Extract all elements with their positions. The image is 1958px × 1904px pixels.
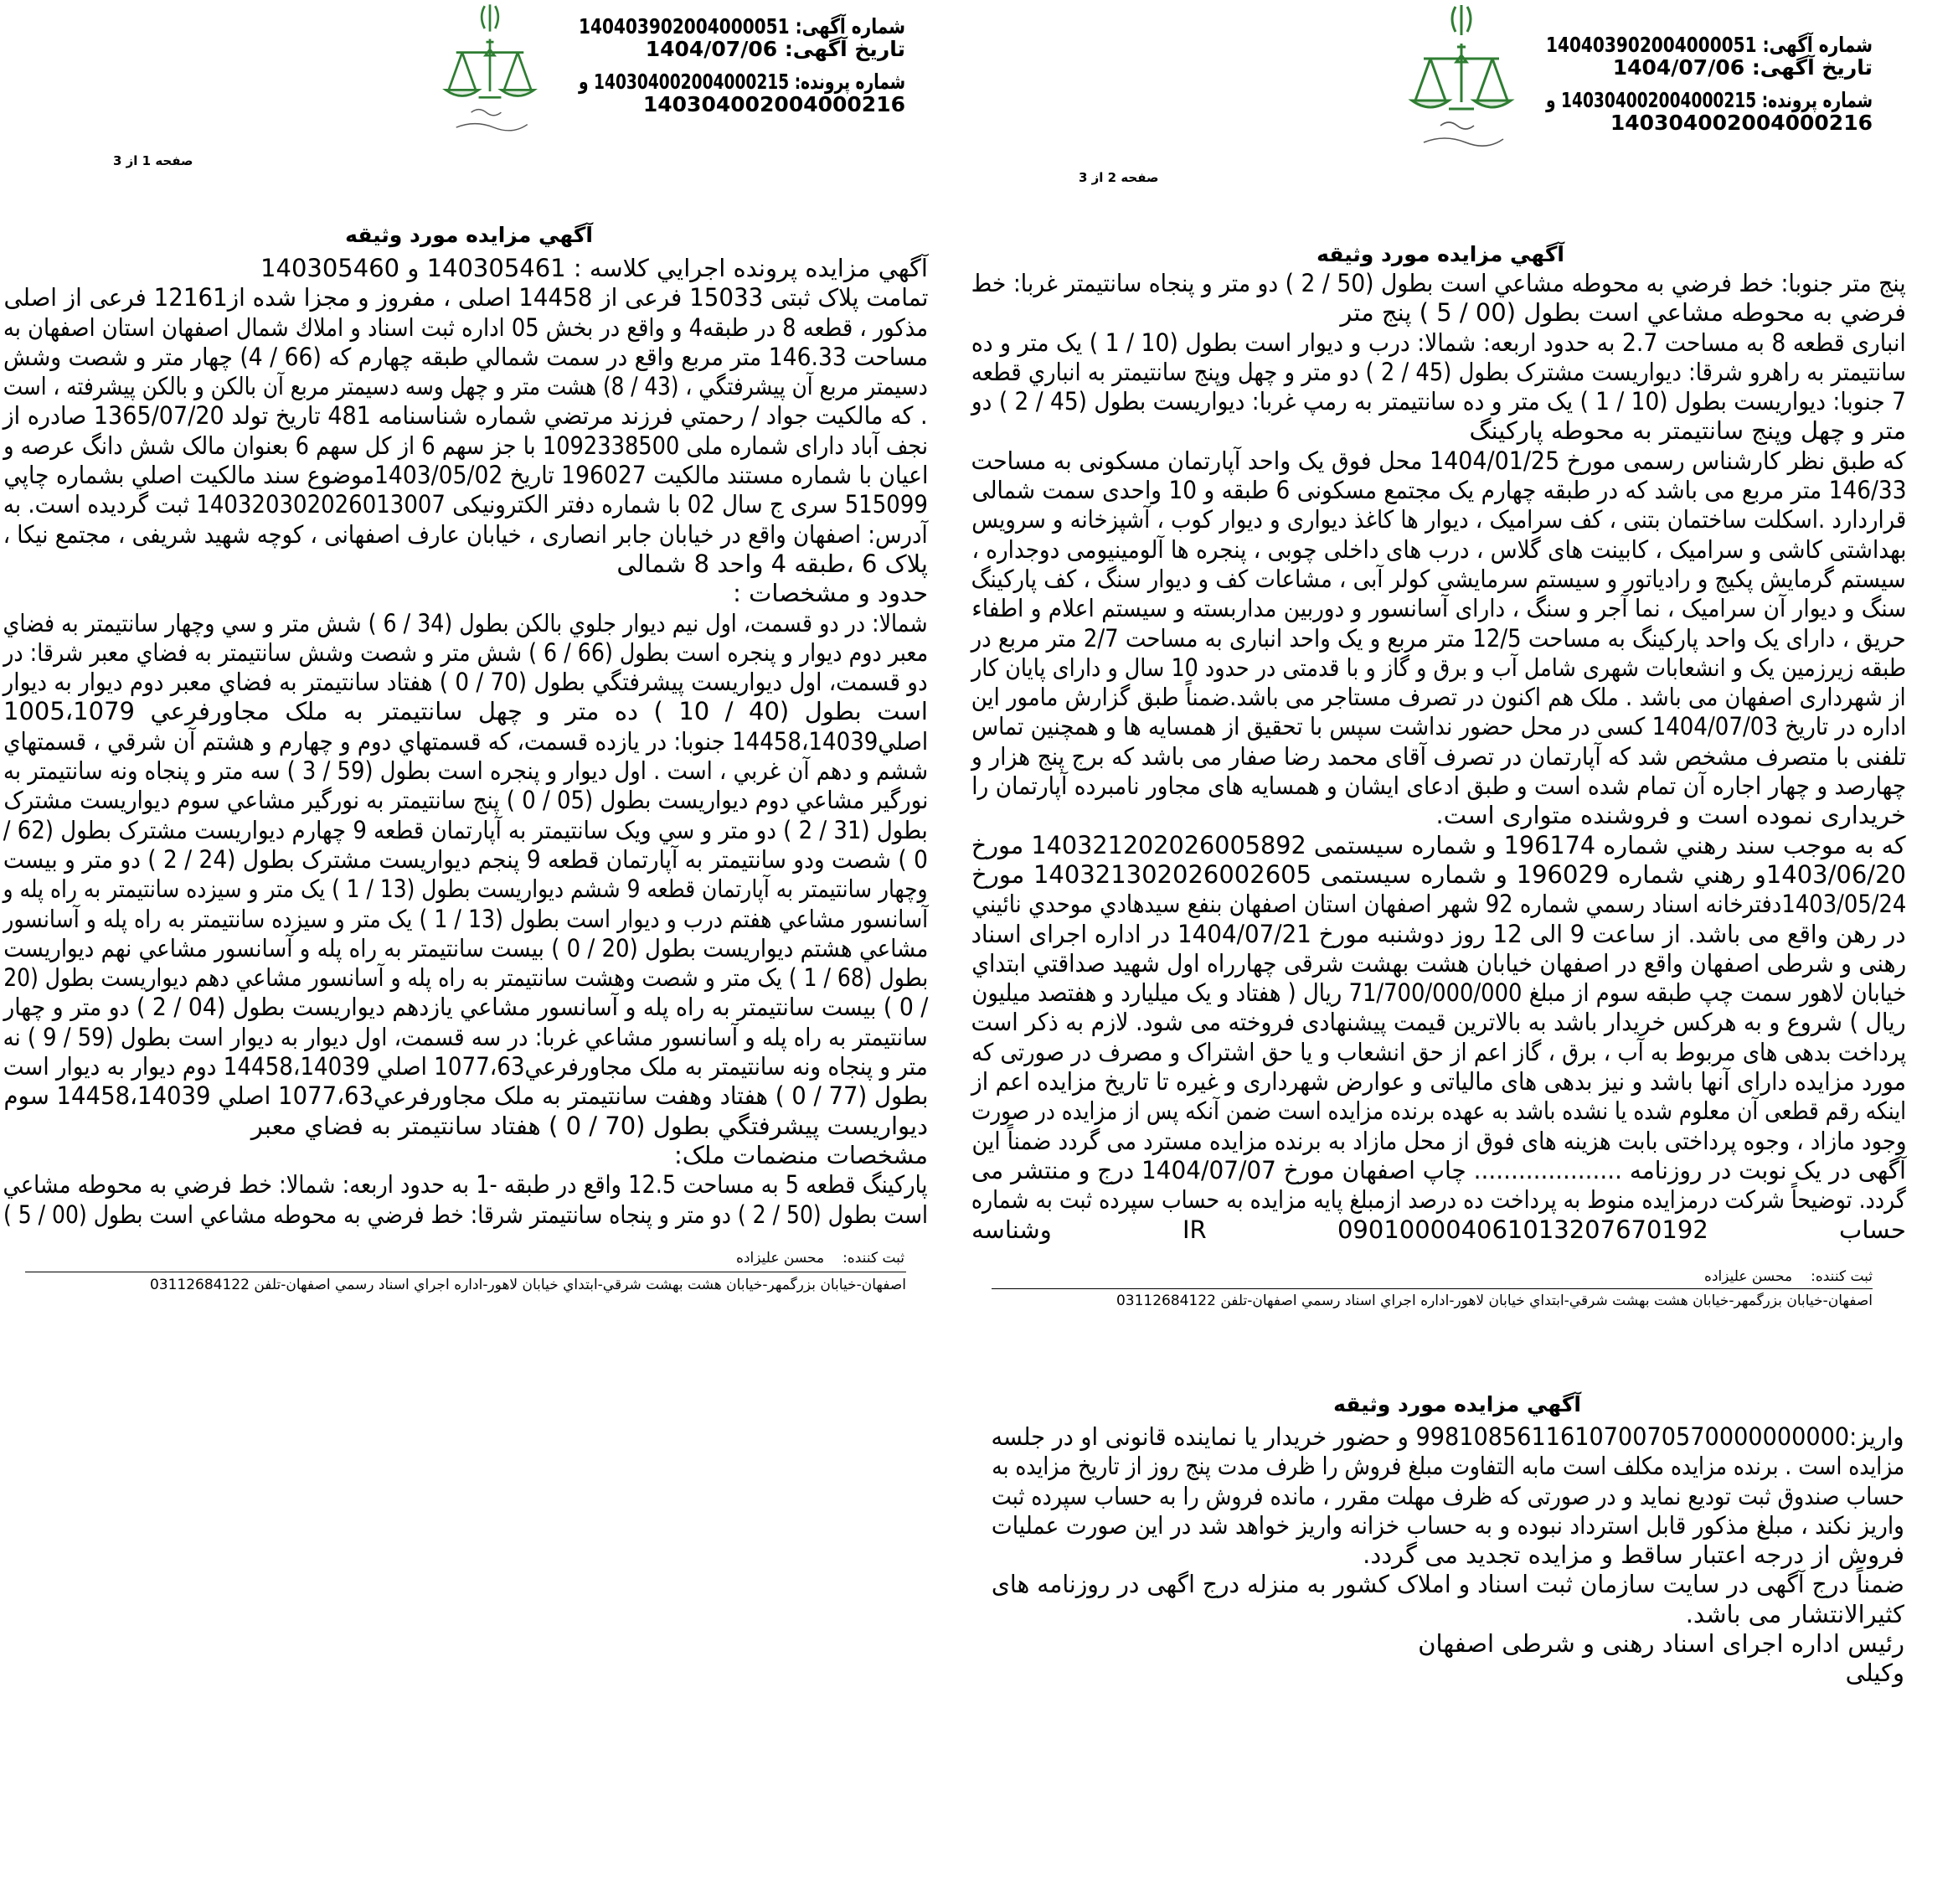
text-line: مساحت 146.33 متر مربع واقع در سمت شمالي طبقه چهارم كه (66 / 4) چهار متر و شصت وشش bbox=[3, 342, 928, 371]
text-line: مشاعي هشتم ديواريست بطول (20 / 0 ) بيست سانتيمتر به راه پله و آسانسور مشاعي نهم ديواريست bbox=[3, 933, 928, 962]
page-title: آگهي مزايده مورد وثيقه bbox=[1333, 1392, 1581, 1416]
left-notice-header bbox=[570, 15, 905, 116]
text-line: بطول (68 / 1 ) يک متر و شصت وهشت سانتيمتر به راه پله و آسانسور مشاعي دهم ديواريست بطول (20 bbox=[3, 963, 928, 993]
text-line: چهارصد و چهار اجاره آن تمام شده است و طبق ادعای ایشان و همسایه های مجاور نامبرده آپارتمان را bbox=[971, 771, 1906, 801]
paragraph bbox=[992, 1570, 1904, 1629]
paragraph bbox=[3, 1170, 928, 1230]
text-line: اعيان با شماره مستند مالکيت 196027 تاريخ 1403/05/02موضوع سند مالکيت اصلي بشماره چاپي bbox=[3, 461, 928, 490]
text-line: / 0 ) بيست سانتيمتر به راه پله و آسانسور مشاعي يازدهم ديواريست بطول (04 / 2 ) دو متر و چهار bbox=[3, 993, 928, 1022]
text-line: متر و پنجاه ونه سانتيمتر به ملک مجاورفرعي1077،63 اصلي 14458،14039 دوم ديوار به ديوار است bbox=[3, 1052, 928, 1081]
registrar-name: محسن علیزاده bbox=[736, 1250, 825, 1267]
text-line: شمالا: در دو قسمت، اول نيم ديوار جلوي بالکن بطول (34 / 6 ) شش متر و سي وچهار سانتيمتر به فضاي bbox=[3, 608, 928, 637]
judiciary-emblem-icon bbox=[419, 0, 561, 142]
text-line: 1403/06/20و رهني شماره 196029 و شماره سيستمی 140321302026002605 مورخ bbox=[971, 859, 1906, 889]
text-line: 1403/05/24دفترخانه اسناد رسمي شماره 92 شهر اصفهان استان اصفهان بنفع سيدهادي موحدي نائيني bbox=[971, 890, 1906, 919]
text-line: معبر دوم ديوار و پنجره است بطول (66 / 6 ) شش متر و شصت وشش سانتيمتر به فضاي معبر شرقا: در bbox=[3, 637, 928, 667]
notice-number: شماره آگهی: 140403902004000051 bbox=[579, 14, 905, 39]
paragraph bbox=[971, 831, 1906, 1245]
text-line: کثیرالانتشار می باشد. bbox=[1685, 1599, 1904, 1628]
text-line: حساب صندوق ثبت تودیع نماید و در صورتی که ظرف مهلت مقرر ، مانده فروش را به حساب سپرده ثبت bbox=[992, 1481, 1904, 1510]
text-line: گردد. توضیحاً شرکت درمزایده منوط به پرداخت ده درصد ازمبلغ پایه مزایده به حساب سپرده ثبت به شماره bbox=[971, 1185, 1906, 1215]
right-notice-header bbox=[1538, 34, 1873, 134]
text-line: رئیس اداره اجرای اسناد رهنی و شرطی اصفهان bbox=[1418, 1629, 1904, 1659]
paragraph bbox=[992, 1629, 1904, 1659]
text-line: که به موجب سند رهني شماره 196174 و شماره سيستمی 140321202026005892 مورخ bbox=[971, 830, 1906, 859]
text-line: وجود مازاد ، وجوه پرداختی بابت هزینه های فوق از محل مازاد به برنده مزایده مسترد می گردد ضمناً این bbox=[971, 1126, 1906, 1155]
text-line: حریق ، دارای یک واحد پارکینگ به مساحت 12/5 متر مربع و یک واحد انباری به مساحت 2/7 متر مربع در bbox=[971, 623, 1906, 653]
page-title: آگهي مزايده مورد وثيقه bbox=[1316, 242, 1564, 266]
office-address: اصفهان-خيابان بزرگمهر-خيابان هشت بهشت شرقي-ابتداي خيابان لاهور-اداره اجراي اسناد رسمي اصفهان-تلفن 03112684122 bbox=[1116, 1293, 1873, 1309]
text-line: بهداشتی کاشی و سرامیک ، کابینت های گلاس ، درب های داخلی چوبی ، پنجره ها آلومینیومی دوجداره ، bbox=[971, 534, 1906, 564]
text-line: مورد مزایده دارای آنها باشد و نیز بدهی های مالیاتی و عوارض شهرداری و غیره تا تاریخ مزایده اعم از bbox=[971, 1067, 1906, 1096]
text-line: سنگ و دیوار آن سرامیک ، نما آجر و سنگ ، دارای آسانسور و دوربین مداربسته و سیستم اعلام و اطفاء bbox=[971, 594, 1906, 623]
text-line: است بطول (40 / 10 ) ده متر و چهل سانتيمتر به ملک مجاورفرعي 1005،1079 bbox=[3, 697, 928, 726]
text-line: 146/33 متر مربع می باشد که در طبقه چهارم یک مجتمع مسکونی 6 طبقه و 10 واحدی سمت شمالی bbox=[971, 476, 1906, 505]
text-line: نجف آباد دارای شماره ملی 1092338500 با جز سهم 6 از کل سهم 6 بعنوان مالک شش دانگ عرصه و bbox=[3, 431, 928, 460]
text-line: اصلي14458،14039 جنوبا: در يازده قسمت، که قسمتهاي دوم و چهارم و هشتم آن شرقي ، قسمتهاي bbox=[3, 726, 928, 756]
judiciary-emblem-icon bbox=[1390, 0, 1533, 159]
paragraph bbox=[3, 609, 928, 1141]
registrar bbox=[1686, 1268, 1873, 1285]
text-line: حساب IR 090100004061013207670192 وشناسه bbox=[971, 1215, 1906, 1244]
text-line: وکیلی bbox=[1845, 1659, 1904, 1688]
notice-date: تاریخ آگهی: 1404/07/06 bbox=[645, 37, 905, 61]
text-line: آدرس: اصفهان واقع در خیابان جابر انصاری ، خیابان عارف اصفهانی ، کوچه شهید شریفی ، مجتمع نیکا ، bbox=[3, 519, 928, 549]
text-line: اینکه رقم قطعی آن معلوم شده یا نشده باشد به عهده برنده مزایده است ضمن آنکه پس از مزایده در صورت bbox=[971, 1096, 1906, 1126]
paragraph bbox=[3, 254, 928, 283]
text-line: است بطول (50 / 2 ) دو متر و پنجاه سانتيمتر شرقا: خط فرضي به محوطه مشاعي است بطول (00 / 5 ) bbox=[3, 1200, 928, 1229]
text-line: وچهار سانتيمتر به آپارتمان قطعه 9 ششم ديواريست بطول (13 / 1 ) يک متر و سيزده سانتيمتر به راه پله و bbox=[3, 875, 928, 904]
text-line: ديواريست پيشرفتگي بطول (70 / 0 ) هفتاد سانتيمتر به فضاي معبر bbox=[250, 1111, 928, 1140]
page-title: آگهي مزايده مورد وثيقه bbox=[345, 223, 593, 247]
text-line: ضمناً درج آگهی در سایت سازمان ثبت اسناد و املاک کشور به منزله درج اگهی در روزنامه های bbox=[992, 1570, 1904, 1599]
paragraph bbox=[971, 269, 1906, 328]
text-line: مذکور ، قطعه 8 در طبقه4 و واقع در بخش 05 اداره ثبت اسناد و املاك شمال اصفهان استان اصفهان به bbox=[3, 312, 928, 342]
notice-number: شماره آگهی: 140403902004000051 bbox=[1546, 33, 1873, 57]
file-number-continued: 140304002004000216 bbox=[1610, 111, 1873, 135]
file-number: شماره پرونده: 140304002004000215 و bbox=[1546, 88, 1873, 112]
registrar-label: ثبت کننده: bbox=[1811, 1268, 1873, 1285]
text-line: فروش از درجه اعتبار ساقط و مزایده تجدید می گردد. bbox=[1363, 1540, 1904, 1570]
text-line: اداره در تاریخ 1404/07/03 کسی در محل حضور نداشت سپس با تحقیق از همسایه ها و همچنین تماس bbox=[971, 712, 1906, 741]
text-line: بطول (31 / 2 ) دو متر و سي ويک سانتيمتر به آپارتمان قطعه 9 چهارم ديواريست مشترک بطول (62 / bbox=[3, 815, 928, 844]
file-number: شماره پرونده: 140304002004000215 و bbox=[579, 70, 905, 94]
registrar-label: ثبت کننده: bbox=[842, 1250, 904, 1267]
text-line: تمامت پلاک ثبتی 15033 فرعی از 14458 اصلی ، مفروز و مجزا شده از12161 فرعی از اصلی bbox=[3, 283, 928, 312]
paragraph bbox=[971, 328, 1906, 446]
text-line: پلاک 6 ،طبقه 4 واحد 8 شمالی bbox=[616, 549, 928, 578]
text-line: آگهی در یک نوبت در روزنامه .................... چاپ اصفهان مورخ 1404/07/07 درج و منتشر می bbox=[971, 1155, 1906, 1184]
text-line: آگهي مزايده پرونده اجرايي کلاسه : 140305461 و 140305460 bbox=[260, 254, 928, 282]
text-line: قراردارد .اسکلت ساختمان بتنی ، کف سرامیک ، دیوار ها کاغذ دیواری و دیوار کوب ، آشپزخانه و سرویس bbox=[971, 505, 1906, 534]
text-line: 515099 سری ج سال 02 با شماره دفتر الکترونیکی 140320302026013007 ثبت گردیده است. به bbox=[3, 490, 928, 519]
text-line: متر و چهل وپنج سانتيمتر به محوطه پارکينگ bbox=[1469, 416, 1906, 446]
paragraph bbox=[3, 1141, 928, 1170]
page-number: صفحه 1 از 3 bbox=[113, 153, 193, 168]
notice-body bbox=[971, 269, 1906, 1245]
text-line: سانتيمتر به راهرو شرقا: ديواريست مشترک بطول (45 / 2 ) دو متر و چهل وپنج سانتيمتر به انباري قطعه bbox=[971, 357, 1906, 386]
text-line: تلفنی با متصرف مشخص شد که آپارتمان در تصرف آقای محمد رضا صفار می باشد که برج پنج هزار و bbox=[971, 741, 1906, 771]
text-line: واریز نکند ، مبلغ مذکور قابل استرداد نبوده و به حساب خزانه واریز خواهد شد در این صورت عملیات bbox=[992, 1510, 1904, 1540]
text-line: پرداخت بدهی های مربوط به آب ، برق ، گاز اعم از حق انشعاب و یا حق اشتراک و مصرف در صورتی که bbox=[971, 1037, 1906, 1066]
office-address: اصفهان-خيابان بزرگمهر-خيابان هشت بهشت شرقي-ابتداي خيابان لاهور-اداره اجراي اسناد رسمي اصفهان-تلفن 03112684122 bbox=[149, 1277, 906, 1293]
text-line: 7 جنوبا: ديواريست بطول (10 / 1 ) يک متر و ده سانتيمتر به رمپ غربا: ديواريست بطول (45 / 2 ) دو bbox=[971, 387, 1906, 416]
registrar bbox=[718, 1250, 904, 1267]
text-line: انباری قطعه 8 به مساحت 2.7 به حدود اربعه: شمالا: درب و دیوار است بطول (10 / 1 ) یک متر و ده bbox=[971, 328, 1906, 357]
text-line: . که مالکیت جواد / رحمتي فرزند مرتضي شماره شناسنامه 481 تاریخ تولد 1365/07/20 صادره از bbox=[3, 401, 928, 431]
notice-date: تاریخ آگهی: 1404/07/06 bbox=[1612, 55, 1873, 80]
footer-divider bbox=[992, 1288, 1873, 1289]
text-line: پنج متر جنوبا: خط فرضي به محوطه مشاعي است بطول (50 / 2 ) دو متر و پنجاه سانتيمتر غربا: خط bbox=[971, 269, 1906, 297]
text-line: مشخصات منضمات ملک: bbox=[673, 1140, 928, 1169]
text-line: بطول (77 / 0 ) هفتاد وهفت سانتيمتر به ملک مجاورفرعي1077،63 اصلي 14458،14039 سوم bbox=[3, 1081, 928, 1111]
text-line: نورگير مشاعي دوم ديواريست بطول (05 / 0 ) پنج سانتيمتر به نورگير مشاعي سوم ديواريست مشترک bbox=[3, 786, 928, 815]
file-number-continued: 140304002004000216 bbox=[642, 92, 905, 116]
text-line: واریز:998108561161070070570000000000 و حضور خریدار یا نماینده قانونی او در جلسه bbox=[992, 1422, 1904, 1451]
text-line: خیابان لاهور سمت چپ طبقه سوم از مبلغ 71/700/000/000 ریال ( هفتاد و یک میلیارد و هفتصد میلیون bbox=[971, 978, 1906, 1008]
text-line: ریال ) شروع و به هرکس خریدار باشد به بالاترین قیمت پیشنهادی فروخته می شود. لازم به ذکر است bbox=[971, 1008, 1906, 1037]
text-line: حدود و مشخصات : bbox=[733, 579, 928, 608]
paragraph bbox=[992, 1422, 1904, 1570]
text-line: در رهن واقع می باشد. از ساعت 9 الی 12 روز دوشنبه مورخ 1404/07/21 در اداره اجرای اسناد bbox=[971, 919, 1906, 948]
paragraph bbox=[3, 579, 928, 608]
text-line: سیستم گرمایش پکیج و رادیاتور و سیستم سرمایشی کولر آبی ، مشاعات کف و دیوار سنگ ، کف پارکینگ bbox=[971, 564, 1906, 593]
text-line: سانتيمتر به راه پله و آسانسور مشاعي غربا: در سه قسمت، اول ديوار به ديوار است بطول (59 / 9 ) نه bbox=[3, 1022, 928, 1051]
text-line: 0 ) شصت ودو سانتيمتر به آپارتمان قطعه 9 پنجم ديواريست مشترک بطول (24 / 2 ) دو متر و بيست bbox=[3, 844, 928, 874]
notice-body bbox=[3, 254, 928, 1230]
text-line: پارکینگ قطعه 5 به مساحت 12.5 واقع در طبقه -1 به حدود اربعه: شمالا: خط فرضي به محوطه مشاعي bbox=[3, 1170, 928, 1200]
page-number: صفحه 2 از 3 bbox=[1079, 170, 1159, 185]
text-line: دو قسمت، اول ديواريست پيشرفتگي بطول (70 / 0 ) هفتاد سانتيمتر به فضاي معبر دوم ديوار به ديوار bbox=[3, 668, 928, 697]
text-line: آسانسور مشاعي هفتم درب و ديوار است بطول (13 / 1 ) يک متر و سيزده سانتيمتر به راه پله و آسانسور bbox=[3, 904, 928, 933]
text-line: ششم و دهم آن غربي ، است . اول ديوار و پنجره است بطول (59 / 3 ) سه متر و پنجاه ونه سانتيمتر به bbox=[3, 756, 928, 786]
text-line: که طبق نظر کارشناس رسمی مورخ 1404/01/25 محل فوق یک واحد آپارتمان مسکونی به مساحت bbox=[971, 446, 1906, 475]
paragraph bbox=[3, 283, 928, 579]
paragraph bbox=[992, 1659, 1904, 1688]
paragraph bbox=[971, 446, 1906, 831]
text-line: فرضي به محوطه مشاعي است بطول (00 / 5 ) پنج متر bbox=[1340, 298, 1906, 328]
text-line: دسيمتر مربع آن پيشرفتگي ، (43 / 8) هشت متر و چهل وسه دسيمتر مربع آن بالكن و بالكن پيشرفته ، است bbox=[3, 372, 928, 401]
text-line: خریداری نموده است و فروشنده متواری است. bbox=[1435, 801, 1906, 830]
text-line: طبقه زیرزمین یک و انشعابات شهری شامل آب و برق و گاز و با قدمتی در حدود 10 سال و دارای پایان کار bbox=[971, 653, 1906, 682]
text-line: رهنی و شرطی اصفهان واقع در اصفهان خیابان هشت بهشت شرقی چهارراه اول شهید صداقتي ابتداي bbox=[971, 948, 1906, 978]
notice-body bbox=[992, 1422, 1904, 1689]
text-line: مزایده است . برنده مزایده مکلف است مابه التفاوت مبلغ فروش را ظرف مدت پنج روز از تاریخ مزایده به bbox=[992, 1452, 1904, 1481]
registrar-name: محسن علیزاده bbox=[1704, 1268, 1793, 1285]
text-line: از شهرداری اصفهان می باشد . ملک هم اکنون در تصرف مستاجر می باشد.ضمناً طبق گزارش مامور این bbox=[971, 683, 1906, 712]
